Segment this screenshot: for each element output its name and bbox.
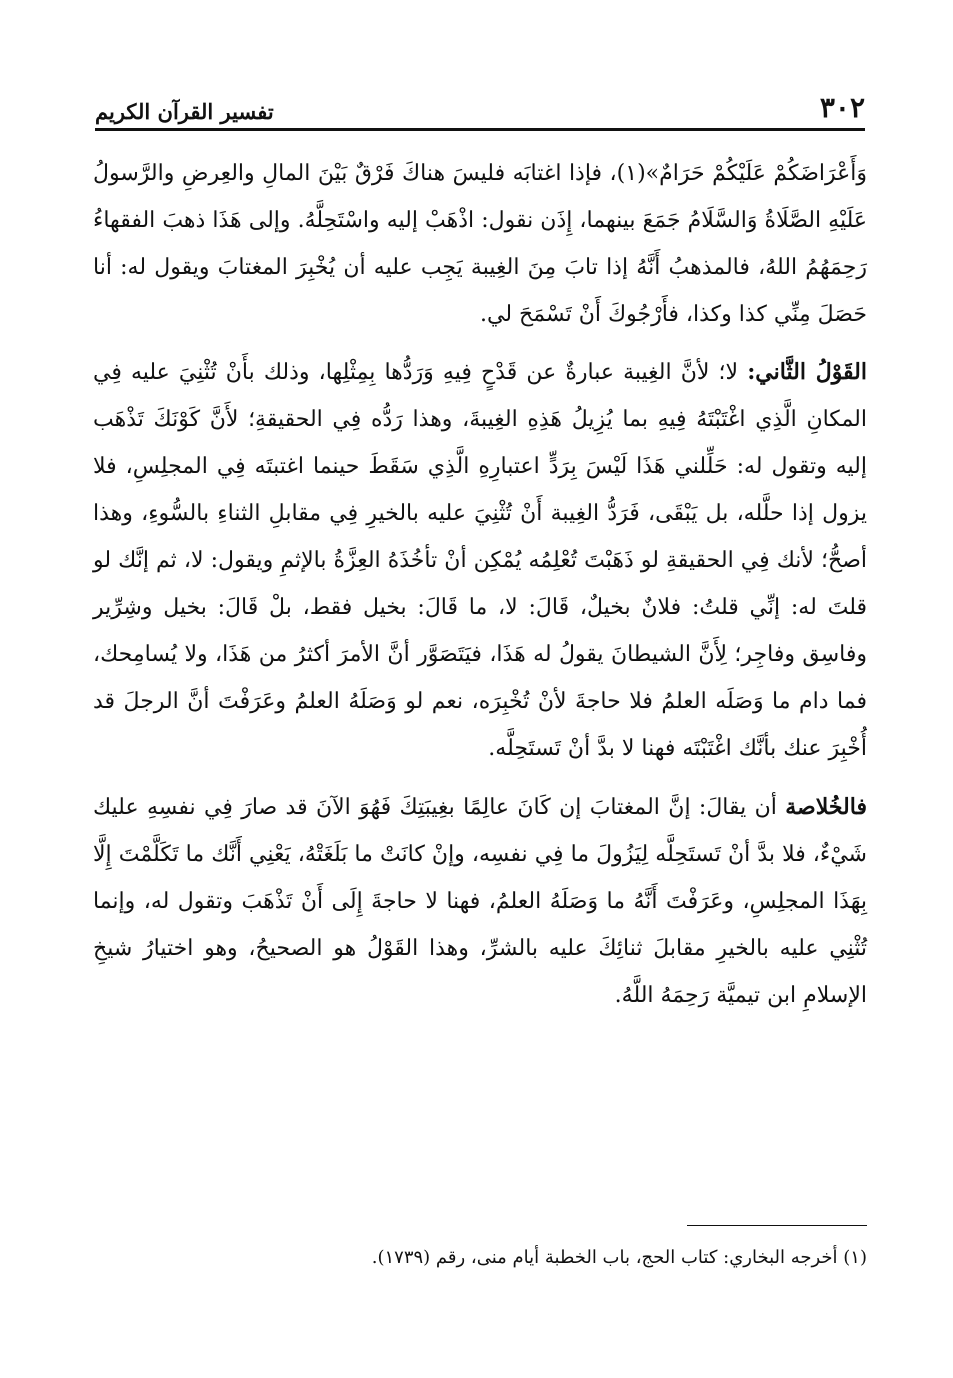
page-number: ٣٠٢ xyxy=(819,91,865,124)
footnote-divider xyxy=(687,1225,867,1226)
paragraph-3-text: أن يقالَ: إنَّ المغتابَ إن كَانَ عالِمًا بغِيبَتِكَ فَهُوَ الآنَ قد صارَ فِي نفسِهِ عليك شَيْءٌ، فلا بدَّ أنْ تَستَحِلَّه لِيَزُولَ ما فِي نفسِه، وإنْ كانَتْ ما بَلَغَتْهُ، يَعْنِي أَنَّك ما تَكَلَّمْتَ إِلَّا بِهَذَا المجلِسِ، وعَرَفْتَ أَنَّهُ ما وَصَلَهُ العلمُ، فهنا لا حاجةَ إِلَى أَنْ تَذْهَبَ وتقول له، وإنما تُثْنِي عليه بالخيرِ مقابلَ ثنائِكَ عليه بالشرِّ، وهذا القَوْلُ هو الصحيحُ، وهو اختيارُ شيخِ الإسلامِ ابن تيميَّة رَحِمَهُ اللَّهُ. xyxy=(93,795,867,1008)
running-title: تفسير القرآن الكريم xyxy=(95,99,274,124)
paragraph-2-text: لا؛ لأنَّ الغِيبة عبارةٌ عن قَدْحٍ فِيهِ وَرَدُّها بِمِثْلِها، وذلك بأَنْ تُثْنِيَ عليه فِي المكانِ الَّذِي اغْتَبْتَهُ فِيهِ بما يُزِيلُ هَذِهِ الغِيبةَ، وهذا رَدُّه فِي الحقيقةِ؛ لأَنَّ كَوْنَكَ تَذْهَب إليه وتقول له: حَلِّلني هَذَا لَيْسَ بِرَدٍّ اعتبارِهِ الَّذِي سَقَطَ حينما اغتبتَه فِي المجلِسِ، فلا يزول إذا حلَّله، بل يَبْقَى، فَرَدُّ الغِيبة أَنْ تُثْنِيَ عليه بالخيرِ فِي مقابلِ الثناءِ بالسُّوءِ، وهذا أصحُّ؛ لأنك فِي الحقيقةِ لو ذَهَبْتَ تُعْلِمُه يُمْكِن أنْ تأخُذَهُ العِزَّةُ بالإثمِ ويقول: لا، ثم إنَّك لو قلتَ له: إنِّي قلتُ: فلانٌ بخيلٌ، قَالَ: لا، ما قَالَ: بخيل فقط، بلْ قَالَ: بخيل وشِرِّير وفاسِق وفاجِر؛ لِأَنَّ الشيطانَ يقولُ له هَذَا، فيَتَصَوَّر أنَّ الأمرَ أكثرُ من هَذَا، ولا يُسامِحك، فما دام ما وَصَلَه العلمُ فلا حاجةَ لأنْ تُخْبِرَه، نعم لو وَصَلَهُ العلمُ وعَرَفْتَ أنَّ الرجلَ قد أُخْبِرَ عنك بأنَّك اغْتَبْتَه فهنا لا بدَّ أنْ تَستَحِلَّه. xyxy=(93,360,867,761)
conclusion-heading: فالخُلاصة xyxy=(785,794,867,820)
paragraph-1: وَأَعْرَاضَكُمْ عَلَيْكُمْ حَرَامٌ»(١)، فإذا اغتابَه فليسَ هناكَ فَرْقٌ بَيْنَ المالِ والعِرضِ والرَّسولُ عَلَيْهِ الصَّلَاةُ وَالسَّلَامُ جَمَعَ بينهما، إِذَن نقول: اذْهَبْ إليه واسْتَحِلَّهُ. وإلى هَذَا ذهبَ الفقهاءُ رَحِمَهُمُ اللهُ، فالمذهبُ أَنَّهُ إذا تابَ مِنَ الغِيبة يَجِب عليه أن يُخْبِرَ المغتابَ ويقول له: أنا حَصَلَ مِنِّي كذا وكذا، فأَرْجُوكَ أَنْ تَسْمَحَ لي. xyxy=(93,161,867,327)
paragraph-3 xyxy=(93,784,867,1019)
footnote: (١) أخرجه البخاري: كتاب الحج، باب الخطبة أيام منى، رقم (١٧٣٩). xyxy=(371,1247,867,1268)
second-opinion-heading: القَوْلُ الثَّاني: xyxy=(747,359,867,385)
paragraph-2 xyxy=(93,349,867,772)
page-header xyxy=(95,84,865,131)
main-text xyxy=(93,150,867,1019)
